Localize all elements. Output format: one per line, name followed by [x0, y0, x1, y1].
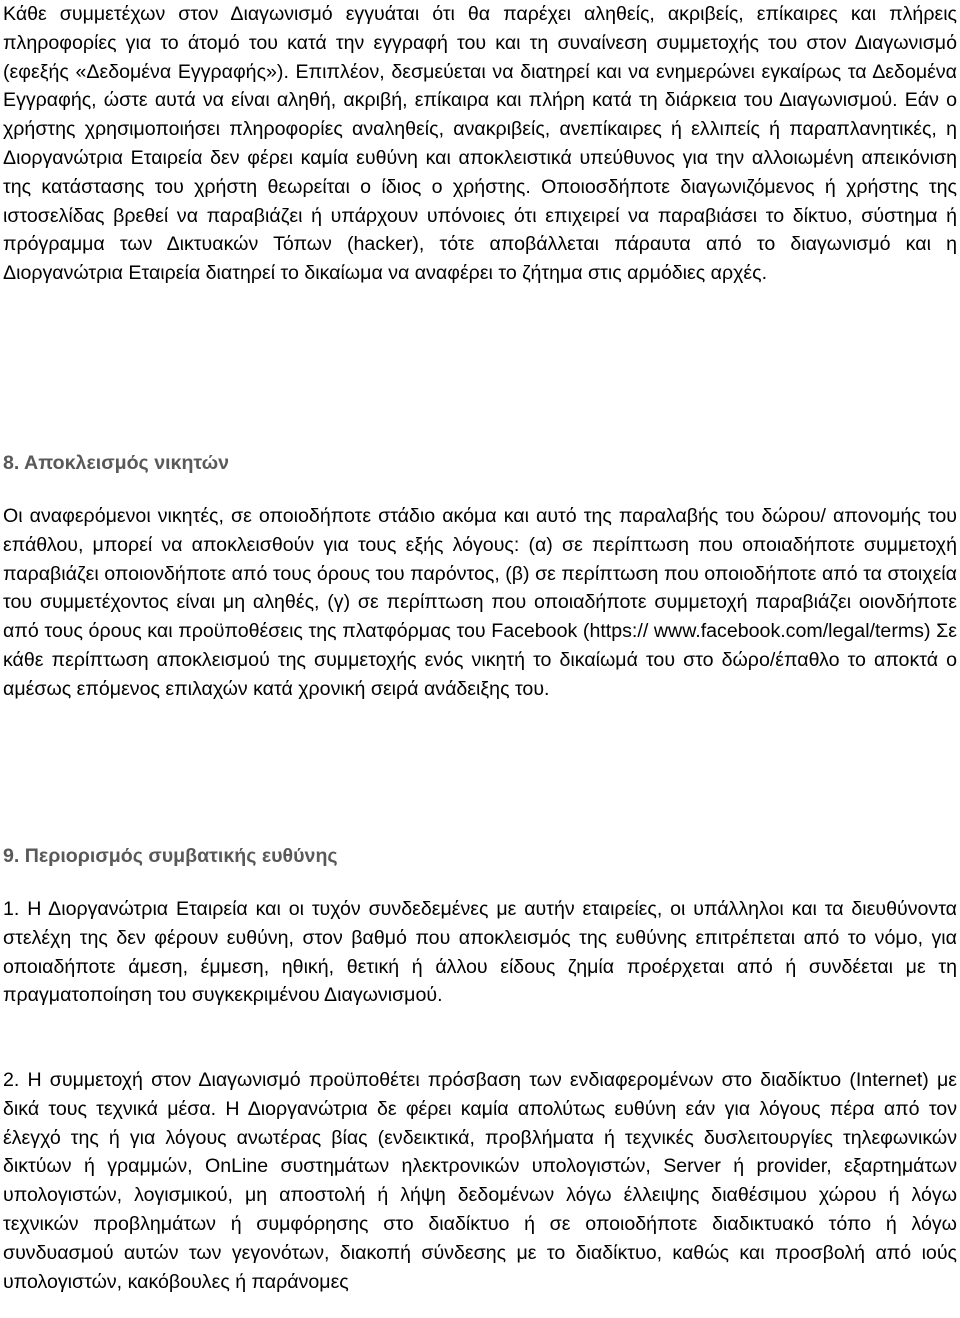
section-8-paragraph: Οι αναφερόμενοι νικητές, σε οποιοδήποτε στάδιο ακόμα και αυτό της παραλαβής του δώρου/ απονομής του επάθλου, μπορεί να αποκλεισθούν για τους εξής λόγους: (α) σε περίπτωση που οποιαδήποτε συμμετοχή παραβιάζει οποιονδήποτε από τους όρους του παρόντος, (β) σε περίπτωση που οποιοδήποτε από τα στοιχεία του συμμετέχοντος είναι μη αληθές, (γ) σε περίπτωση που οποιαδήποτε συμμετοχή παραβιάζει οιονδήποτε από τους όρους και προϋποθέσεις της πλατφόρμας του Facebook (https:// www.facebook.com/legal/terms) Σε κάθε περίπτωση αποκλεισμού της συμμετοχής ενός νικητή το δικαίωμά του στο δώρο/έπαθλο το αποκτά ο αμέσως επόμενος επιλαχών κατά χρονική σειρά ανάδειξης του. [3, 505, 957, 700]
section-9-paragraph-2: 2. Η συμμετοχή στον Διαγωνισμό προϋποθέτει πρόσβαση των ενδιαφερομένων στο διαδίκτυο (Internet) με δικά τους τεχνικά μέσα. Η Διοργανώτρια δε φέρει καμία απολύτως ευθύνη εάν για λόγους πέρα από τον έλεγχό της ή για λόγους ανωτέρας βίας (ενδεικτικά, προβλήματα ή τεχνικές δυσλειτουργίες τηλεφωνικών δικτύων ή γραμμών, OnLine συστημάτων ηλεκτρονικών υπολογιστών, Server ή provider, εξαρτημάτων υπολογιστών, λογισμικού, μη αποστολή ή λήψη δεδομένων λόγω έλλειψης διαθέσιμου χώρου ή λόγω τεχνικών προβλημάτων ή συμφόρησης στο διαδίκτυο ή σε οποιοδήποτε διαδικτυακό τόπο ή λόγω συνδυασμού αυτών των γεγονότων, διακοπή σύνδεσης με το διαδίκτυο, καθώς και προσβολή από ιούς υπολογιστών, κακόβουλες ή παράνομες [3, 1069, 957, 1293]
section-9-paragraph-1: 1. Η Διοργανώτρια Εταιρεία και οι τυχόν συνδεδεμένες με αυτήν εταιρείες, οι υπάλληλοι και τα διευθύνοντα στελέχη της δεν φέρουν ευθύνη, στον βαθμό που αποκλεισμός της ευθύνης επιτρέπεται από το νόμο, για οποιαδήποτε άμεση, έμμεση, ηθική, θετική ή άλλου είδους ζημία προέρχεται από ή συνδέεται με τη πραγματοποίηση του συγκεκριμένου Διαγωνισμού. [3, 898, 957, 1007]
section-8-heading: 8. Αποκλεισμός νικητών [3, 452, 230, 474]
intro-paragraph: Κάθε συμμετέχων στον Διαγωνισμό εγγυάται ότι θα παρέχει αληθείς, ακριβείς, επίκαιρες και πλήρεις πληροφορίες για το άτομό του κατά την εγγραφή του και τη συναίνεση συμμετοχής του στον Διαγωνισμό (εφεξής «Δεδομένα Εγγραφής»). Επιπλέον, δεσμεύεται να διατηρεί και να ενημερώνει εγκαίρως τα Δεδομένα Εγγραφής, ώστε αυτά να είναι αληθή, ακριβή, επίκαιρα και πλήρη κατά τη διάρκεια του Διαγωνισμού. Εάν ο χρήστης χρησιμοποιήσει πληροφορίες αναληθείς, ανακριβείς, ανεπίκαιρες ή ελλιπείς ή παραπλανητικές, η Διοργανώτρια Εταιρεία δεν φέρει καμία ευθύνη και αποκλειστικά υπεύθυνος για την αλλοιωμένη απεικόνιση της κατάστασης του χρήστη θεωρείται ο ίδιος ο χρήστης. Οποιοσδήποτε διαγωνιζόμενος ή χρήστης της ιστοσελίδας βρεθεί να παραβιάζει ή υπάρχουν υπόνοιες ότι επιχειρεί να παραβιάσει το δίκτυο, σύστημα ή πρόγραμμα των Δικτυακών Τόπων (hacker), τότε αποβάλλεται πάραυτα από το διαγωνισμό και η Διοργανώτρια Εταιρεία διατηρεί το δικαίωμα να αναφέρει το ζήτημα στις αρμόδιες αρχές. [3, 3, 957, 285]
section-9-heading: 9. Περιορισμός συμβατικής ευθύνης [3, 845, 338, 867]
